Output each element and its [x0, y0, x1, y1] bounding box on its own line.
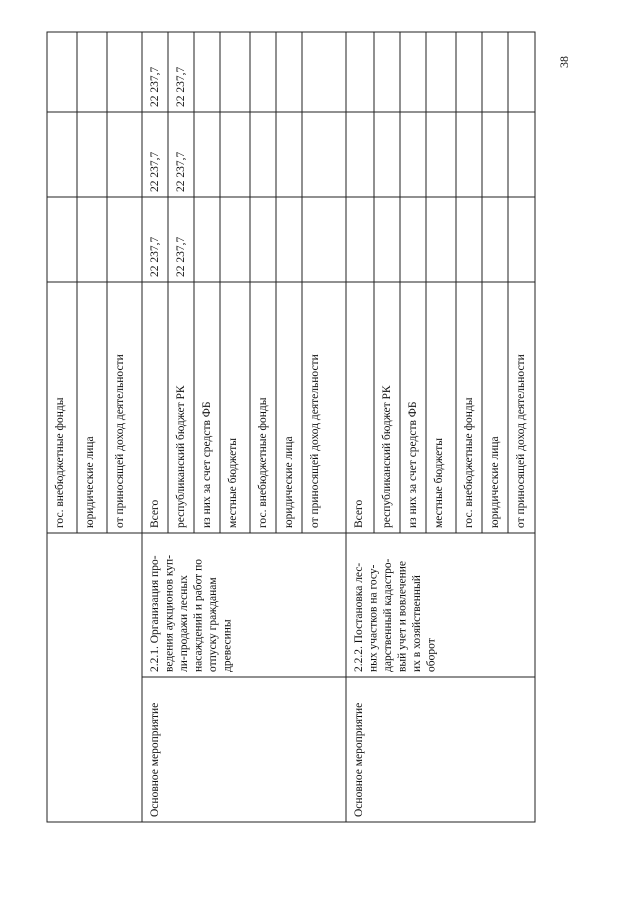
measure-description-line: вый учет и вовлечение [396, 561, 409, 672]
funding-source-text: юридические лица [283, 436, 295, 528]
funding-source-text: гос. внебюджетные фонды [463, 397, 475, 528]
measure-description-line: насаждений и работ по [192, 559, 205, 672]
measure-type-text: Основное мероприятие [149, 702, 161, 817]
funding-source-text: из них за счет средств ФБ [201, 401, 213, 528]
page-number: 38 [557, 56, 571, 68]
funding-source-text: юридические лица [489, 436, 501, 528]
funding-source-text: Всего [353, 499, 365, 528]
funding-source-text: местные бюджеты [227, 437, 239, 528]
funding-source-text: гос. внебюджетные фонды [257, 397, 269, 528]
measure-description-line: 2.2.1. Организация про- [149, 555, 161, 672]
measure-description-line: 2.2.2. Постановка лес- [353, 562, 365, 672]
funding-source-text: гос. внебюджетные фонды [54, 397, 66, 528]
value-cell-3: 22 237,7 [149, 66, 161, 107]
measure-type-text: Основное мероприятие [353, 702, 365, 817]
measure-description-line: их в хозяйственный [411, 575, 423, 672]
measure-description-line: дарственный кадастро- [382, 558, 394, 672]
funding-source-text: от приносящей доход деятельности [515, 354, 527, 528]
measure-description-line: ведения аукционов куп- [163, 554, 176, 672]
funding-source-text: местные бюджеты [433, 437, 445, 528]
measure-description-line: ли-продажи лесных [178, 575, 190, 672]
measure-description-line: оборот [425, 638, 438, 672]
funding-source-text: юридические лица [84, 436, 96, 528]
funding-source-text: республиканский бюджет РК [381, 385, 393, 528]
value-cell-1: 22 237,7 [175, 236, 187, 277]
value-cell-2: 22 237,7 [175, 151, 187, 192]
funding-source-text: из них за счет средств ФБ [407, 401, 419, 528]
measure-description-line: древесины [221, 619, 234, 672]
measure-description-line: ных участков на госу- [367, 564, 380, 672]
value-cell-2: 22 237,7 [149, 151, 161, 192]
value-cell-3: 22 237,7 [175, 66, 187, 107]
funding-source-text: от приносящей доход деятельности [309, 354, 321, 528]
funding-source-text: республиканский бюджет РК [175, 385, 187, 528]
value-cell-1: 22 237,7 [149, 236, 161, 277]
funding-source-text: от приносящей доход деятельности [114, 354, 126, 528]
funding-source-text: Всего [149, 499, 161, 528]
measure-description-line: отпуску гражданам [207, 577, 219, 672]
